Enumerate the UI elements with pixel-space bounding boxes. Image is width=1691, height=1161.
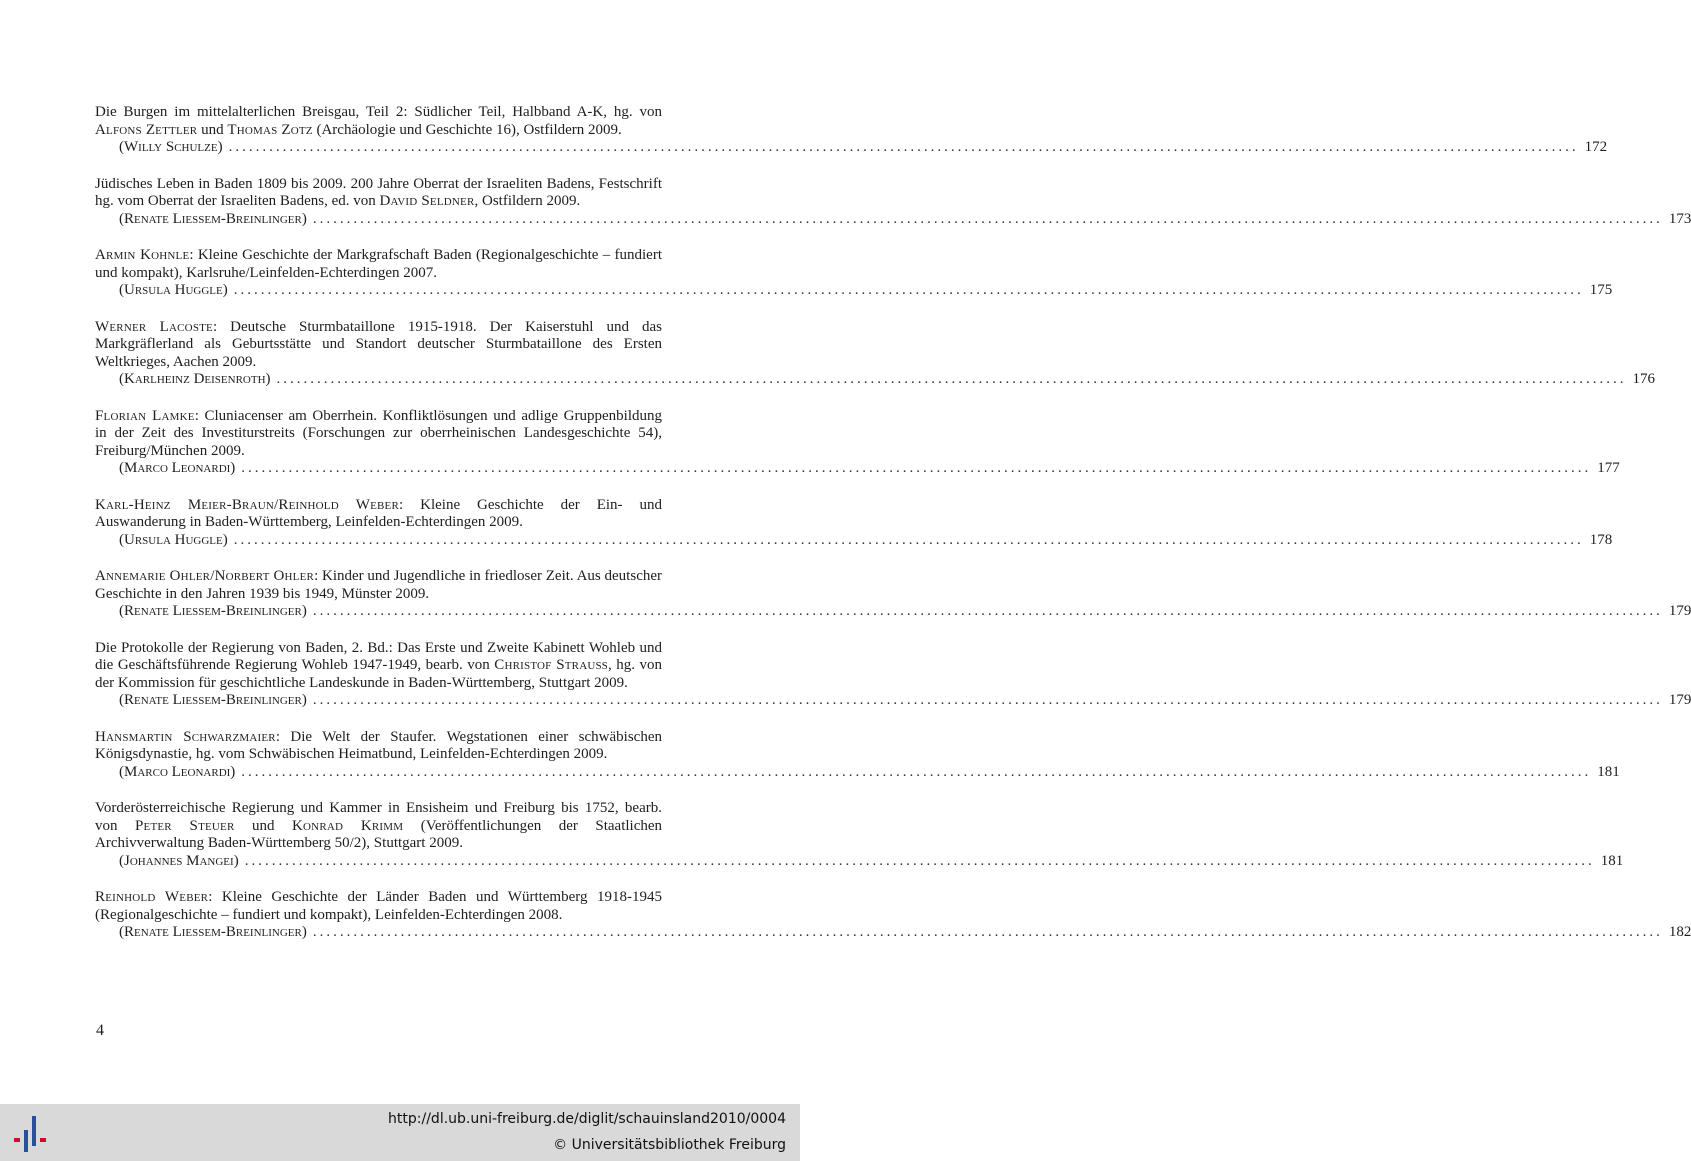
author-name: Thomas Zotz xyxy=(227,121,313,138)
entry-page-number[interactable]: 172 xyxy=(1584,139,1608,155)
citation-text: Jüdisches Leben in Baden 1809 bis 2009. 200 Jahre Oberrat der Israeliten Badens, Festschrift hg. vom Oberrat der Israeliten Badens, ed. von xyxy=(95,175,662,209)
citation-text: : Kleine Geschichte der Ein- und Auswanderung in Baden-Württemberg, Leinfelden-Echterdingen 2009. xyxy=(95,496,662,530)
reviewer-name: (Marco Leonardi) xyxy=(119,460,236,476)
entry-citation xyxy=(95,568,662,603)
reviewer-line xyxy=(95,210,1691,229)
citation-text: : Kleine Geschichte der Markgrafschaft Baden (Regionalgeschichte – fundiert und kompakt), Karlsruhe/Leinfelden-Echterdingen 2007. xyxy=(95,247,662,281)
entry-page-number[interactable]: 176 xyxy=(1632,371,1656,387)
author-name: Annemarie Ohler/Norbert Ohler xyxy=(95,568,315,584)
reviewer-line xyxy=(95,531,1613,550)
citation-text: , Ostfildern 2009. xyxy=(474,193,581,209)
citation-text: Die Burgen im mittelalterlichen Breisgau, Teil 2: Südlicher Teil, Halbband A-K, hg. von xyxy=(95,104,662,120)
reviewer-name: (Johannes Mangei) xyxy=(119,852,239,869)
reviewer-name: (Renate Liessem-Breinlinger) xyxy=(119,210,307,227)
entry-page-number[interactable]: 179 xyxy=(1668,692,1691,708)
citation-text: : Deutsche Sturmbataillone 1915-1918. Der Kaiserstuhl und das Markgräflerland als Geburtsstätte und Standort deutscher Sturmbataillone des Ersten Weltkrieges, Aachen 2009. xyxy=(95,318,662,370)
entry-citation xyxy=(95,247,662,282)
reviewer-name: (Marco Leonardi) xyxy=(119,763,236,780)
citation-text: : Die Welt der Staufer. Wegstationen einer schwäbischen Königsdynastie, hg. vom Schwäbischen Heimatbund, Leinfelden-Echterdingen 2009. xyxy=(95,728,662,762)
toc-entry xyxy=(95,728,1620,782)
entry-citation xyxy=(95,640,662,693)
toc-entry xyxy=(95,800,1624,870)
citation-text: , hg. von der Kommission für geschichtliche Landeskunde in Baden-Württemberg, Stuttgart 2009. xyxy=(95,657,663,691)
reviewer-name: (Renate Liessem-Breinlinger) xyxy=(119,603,307,619)
reviewer-name: (Ursula Huggle) xyxy=(119,282,228,298)
entry-page-number[interactable]: 177 xyxy=(1597,460,1620,476)
dot-leader: ........................................................................................................................................................................................................ xyxy=(241,763,1592,780)
author-name: Armin Kohnle xyxy=(95,247,190,263)
author-name: Peter Steuer xyxy=(135,817,235,834)
toc-entry xyxy=(95,407,1620,478)
table-of-contents xyxy=(95,104,1691,961)
entry-page-number[interactable]: 182 xyxy=(1668,924,1691,940)
reviewer-line xyxy=(95,852,1624,871)
citation-text: und xyxy=(197,121,228,138)
entry-page-number[interactable]: 175 xyxy=(1589,282,1613,298)
citation-text: Die Protokolle der Regierung von Baden, 2. Bd.: Das Erste und Zweite Kabinett Wohleb und die Geschäftsführende Regierung Wohleb 1947-1949, bearb. von xyxy=(95,639,662,673)
entry-citation xyxy=(95,408,662,461)
author-name: Karl-Heinz Meier-Braun/Reinhold Weber xyxy=(95,496,399,513)
toc-entry xyxy=(95,889,1691,942)
dot-leader: ........................................................................................................................................................................................................ xyxy=(312,210,1663,227)
author-name: Reinhold Weber xyxy=(95,889,209,905)
author-name: Konrad Krimm xyxy=(292,817,404,834)
author-name: David Seldner xyxy=(379,193,475,209)
entry-citation xyxy=(95,729,662,764)
reviewer-line xyxy=(95,692,1691,710)
toc-entry xyxy=(95,247,1613,300)
dot-leader: ........................................................................................................................................................................................................ xyxy=(244,852,1595,869)
toc-entry xyxy=(95,568,1691,621)
reviewer-line xyxy=(95,139,1608,157)
dot-leader: ........................................................................................................................................................................................................ xyxy=(228,139,1579,155)
reviewer-name: (Renate Liessem-Breinlinger) xyxy=(119,924,307,940)
author-name: Werner Lacoste xyxy=(95,318,213,335)
footer-bar xyxy=(0,1104,800,1161)
author-name: Christof Strauß xyxy=(494,657,608,673)
page-number: 4 xyxy=(96,1022,104,1039)
reviewer-line xyxy=(95,282,1613,300)
copyright-notice: © Universitätsbibliothek Freiburg xyxy=(553,1137,786,1153)
reviewer-line xyxy=(95,603,1691,621)
citation-text: : Cluniacenser am Oberrhein. Konfliktlösungen und adlige Gruppenbildung in der Zeit des Investiturstreits (Forschungen zur oberrheinischen Landesgeschichte 54), Freiburg/München 2009. xyxy=(95,407,662,459)
author-name: Hansmartin Schwarzmaier xyxy=(95,728,276,745)
author-name: Alfons Zettler xyxy=(95,121,198,138)
citation-text: : Kinder und Jugendliche in friedloser Zeit. Aus deutscher Geschichte in den Jahren 1939 bis 1949, Münster 2009. xyxy=(95,568,663,602)
ub-freiburg-logo-icon xyxy=(10,1110,52,1156)
dot-leader: ........................................................................................................................................................................................................ xyxy=(233,531,1584,548)
dot-leader: ........................................................................................................................................................................................................ xyxy=(312,603,1663,619)
entry-page-number[interactable]: 181 xyxy=(1600,852,1624,869)
dot-leader: ........................................................................................................................................................................................................ xyxy=(233,282,1584,298)
citation-text: : Kleine Geschichte der Länder Baden und Württemberg 1918-1945 (Regionalgeschichte – fundiert und kompakt), Leinfelden-Echterdingen 2008. xyxy=(95,889,662,923)
dot-leader: ........................................................................................................................................................................................................ xyxy=(312,692,1663,708)
reviewer-line xyxy=(95,924,1691,942)
dot-leader: ........................................................................................................................................................................................................ xyxy=(241,460,1592,476)
entry-page-number[interactable]: 181 xyxy=(1597,763,1620,780)
entry-citation xyxy=(95,497,662,532)
dot-leader: ........................................................................................................................................................................................................ xyxy=(276,371,1627,387)
dot-leader: ........................................................................................................................................................................................................ xyxy=(312,924,1663,940)
reviewer-name: (Renate Liessem-Breinlinger) xyxy=(119,692,307,708)
source-url[interactable]: http://dl.ub.uni-freiburg.de/diglit/schauinsland2010/0004 xyxy=(388,1111,786,1127)
entry-citation xyxy=(95,800,662,853)
toc-entry xyxy=(95,639,1691,710)
entry-page-number[interactable]: 178 xyxy=(1589,531,1613,548)
entry-citation xyxy=(95,319,662,372)
citation-text: und xyxy=(234,817,292,834)
reviewer-line xyxy=(95,460,1620,478)
citation-text: (Archäologie und Geschichte 16), Ostfildern 2009. xyxy=(312,121,622,138)
citation-text: Vorderösterreichische Regierung und Kammer in Ensisheim und Freiburg bis 1752, bearb. von xyxy=(95,800,662,834)
entry-page-number[interactable]: 173 xyxy=(1668,210,1691,227)
reviewer-line xyxy=(95,763,1620,782)
reviewer-name: (Ursula Huggle) xyxy=(119,531,228,548)
entry-citation xyxy=(95,176,662,211)
toc-entry xyxy=(95,496,1613,550)
entry-page-number[interactable]: 179 xyxy=(1668,603,1691,619)
reviewer-line xyxy=(95,371,1656,389)
toc-entry xyxy=(95,175,1691,229)
reviewer-name: (Willy Schulze) xyxy=(119,139,223,155)
author-name: Florian Lamke xyxy=(95,407,195,424)
entry-citation xyxy=(95,889,662,924)
citation-text: (Veröffentlichungen der Staatlichen Archivverwaltung Baden-Württemberg 50/2), Stuttgart 2009. xyxy=(95,817,663,851)
entry-citation xyxy=(95,104,662,139)
toc-entry xyxy=(95,104,1608,157)
toc-entry xyxy=(95,318,1656,389)
reviewer-name: (Karlheinz Deisenroth) xyxy=(119,371,271,387)
